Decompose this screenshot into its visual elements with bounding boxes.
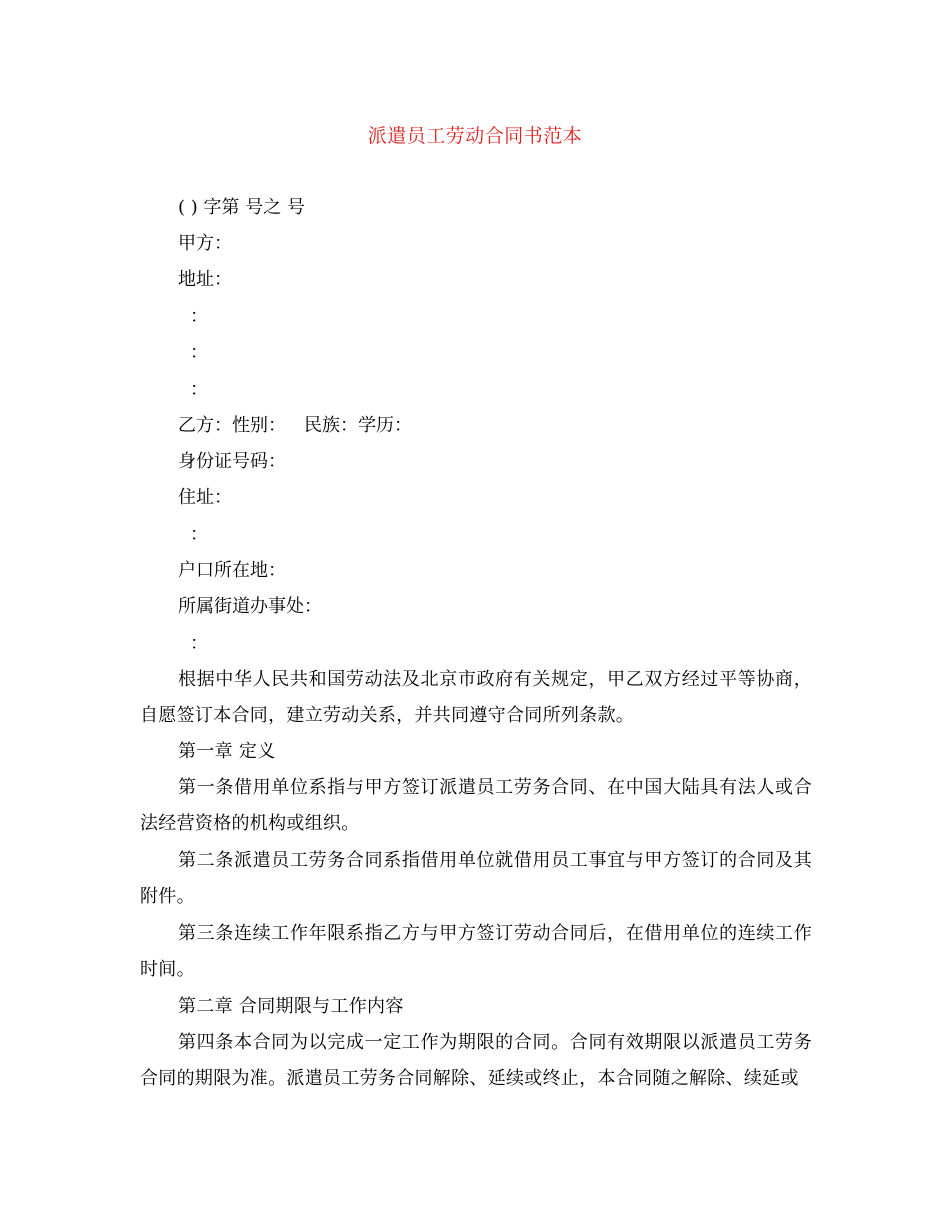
blank-field-colon: ： <box>190 633 208 654</box>
intro-paragraph: 根据中华人民共和国劳动法及北京市政府有关规定，甲乙双方经过平等协商，自愿签订本合同，建立劳动关系，并共同遵守合同所列条款。 <box>140 669 812 726</box>
article-3: 第三条连续工作年限系指乙方与甲方签订劳动合同后，在借用单位的连续工作时间。 <box>140 923 812 980</box>
blank-field-colon: ： <box>190 342 208 363</box>
party-a-label: 甲方： <box>178 233 232 254</box>
party-b-label: 乙方： <box>178 415 232 436</box>
address-label: 地址： <box>178 269 232 290</box>
chapter-2-heading: 第二章 合同期限与工作内容 <box>178 996 404 1017</box>
article-2: 第二条派遣员工劳务合同系指借用单位就借用员工事宜与甲方签订的合同及其附件。 <box>140 850 812 907</box>
gender-label: 性别： <box>232 415 286 436</box>
page-title: 派遣员工劳动合同书范本 <box>367 125 583 147</box>
reference-number: ( ) 字第 号之 号 <box>178 197 305 218</box>
street-office-label: 所属街道办事处： <box>178 596 322 617</box>
chapter-1-heading: 第一章 定义 <box>178 741 276 762</box>
household-label: 户口所在地： <box>178 560 286 581</box>
blank-field-colon: ： <box>190 524 208 545</box>
ethnicity-label: 民族： <box>304 415 358 436</box>
article-1: 第一条借用单位系指与甲方签订派遣员工劳务合同、在中国大陆具有法人或合法经营资格的机构或组织。 <box>140 777 812 834</box>
party-b-line <box>178 414 412 438</box>
residence-label: 住址： <box>178 487 232 508</box>
blank-field-colon: ： <box>190 379 208 400</box>
blank-field-colon: ： <box>190 306 208 327</box>
article-4: 第四条本合同为以完成一定工作为期限的合同。合同有效期限以派遣员工劳务合同的期限为准。派遣员工劳务合同解除、延续或终止，本合同随之解除、续延或 <box>140 1032 812 1089</box>
id-number-label: 身份证号码： <box>178 451 286 472</box>
education-label: 学历： <box>358 415 412 436</box>
